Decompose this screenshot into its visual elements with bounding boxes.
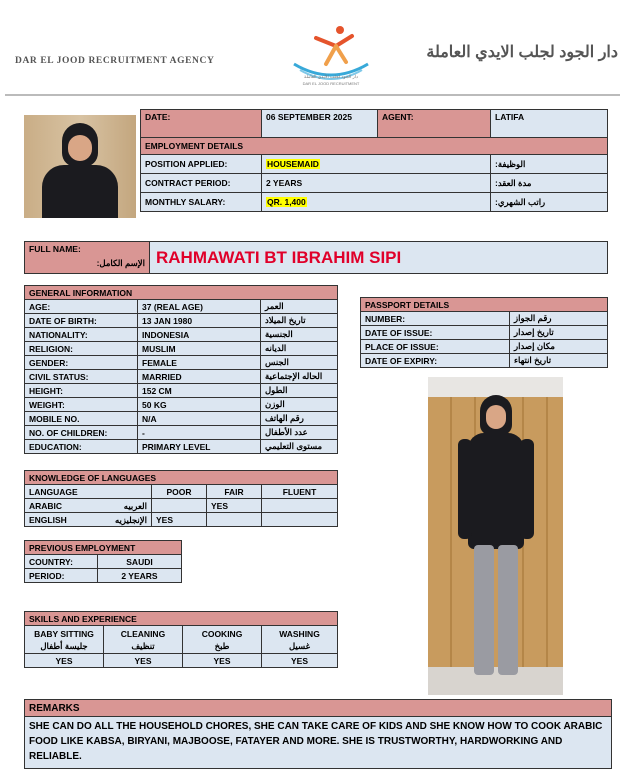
skill-header: [104, 626, 183, 654]
general-info-row: [25, 328, 338, 342]
general-info-value: N/A: [138, 412, 261, 426]
passport-row: [361, 340, 608, 354]
skill-name: WASHING: [279, 628, 320, 639]
passport-label-arabic: تاريخ انتهاء: [510, 354, 608, 368]
language-header: LANGUAGE: [25, 485, 152, 499]
language-name-arabic: الإنجليزيه: [114, 514, 147, 525]
language-fluent-value: [262, 513, 338, 527]
general-info-label: DATE OF BIRTH:: [25, 314, 138, 328]
general-info-label: WEIGHT:: [25, 398, 138, 412]
previous-employment-label: COUNTRY:: [25, 555, 98, 569]
salary-label: MONTHLY SALARY:: [141, 193, 262, 212]
passport-row: [361, 326, 608, 340]
employment-details-table: [140, 109, 608, 212]
general-info-label-arabic: الحاله الإجتماعية: [261, 370, 338, 384]
skill-name-arabic: طبخ: [214, 640, 230, 651]
employment-details-title: EMPLOYMENT DETAILS: [141, 138, 608, 155]
passport-row: [361, 312, 608, 326]
language-name-arabic: العربيه: [123, 500, 147, 511]
general-info-label: RELIGION:: [25, 342, 138, 356]
position-label: POSITION APPLIED:: [141, 155, 262, 174]
logo-caption-english: DAR EL JOOD RECRUITMENT: [302, 81, 360, 86]
general-info-label: AGE:: [25, 300, 138, 314]
general-info-label: GENDER:: [25, 356, 138, 370]
general-info-row: [25, 440, 338, 454]
language-row: [25, 499, 338, 513]
passport-details-title: PASSPORT DETAILS: [361, 298, 608, 312]
header-divider: [5, 94, 620, 96]
fluent-header: FLUENT: [262, 485, 338, 499]
language-cell: [25, 513, 152, 527]
general-info-label-arabic: الجنسية: [261, 328, 338, 342]
agency-logo: [286, 24, 376, 90]
skill-name: COOKING: [201, 628, 243, 639]
general-info-row: [25, 314, 338, 328]
skill-value: YES: [25, 654, 104, 668]
date-label: DATE:: [141, 110, 262, 138]
general-info-label-arabic: العمر: [261, 300, 338, 314]
agency-name-english: DAR EL JOOD RECRUITMENT AGENCY: [15, 56, 215, 66]
general-info-row: [25, 398, 338, 412]
previous-employment-table: [24, 540, 182, 583]
logo-caption-arabic: دار الجود لجلب الأيدي العاملة: [304, 74, 358, 79]
skill-name-arabic: غسيل: [288, 640, 311, 651]
contract-period-value: 2 YEARS: [262, 174, 491, 193]
salary-value: QR. 1,400: [267, 197, 306, 207]
skills-table: [24, 611, 338, 668]
language-row: [25, 513, 338, 527]
poor-header: POOR: [152, 485, 207, 499]
general-info-value: 13 JAN 1980: [138, 314, 261, 328]
general-info-row: [25, 426, 338, 440]
general-info-value: MARRIED: [138, 370, 261, 384]
full-name-label-arabic: الإسم الكامل:: [96, 258, 145, 268]
language-name: ARABIC: [29, 500, 63, 511]
skill-name: CLEANING: [120, 628, 166, 639]
passport-row: [361, 354, 608, 368]
language-cell: [25, 499, 152, 513]
language-fair-value: [207, 513, 262, 527]
general-info-row: [25, 384, 338, 398]
passport-label-arabic: تاريخ إصدار: [510, 326, 608, 340]
general-info-row: [25, 300, 338, 314]
remarks-table: [24, 699, 612, 769]
remarks-text: SHE CAN DO ALL THE HOUSEHOLD CHORES, SHE CAN TAKE CARE OF KIDS AND SHE KNOW HOW TO COOK ARABIC FOOD LIKE KABSA, BIRYANI, MAJBOOSE, FATAYER AND MORE. SHE IS TRUSTWORTHY, HARDWORKING AND RELIABLE.: [25, 717, 612, 769]
previous-employment-value: 2 YEARS: [98, 569, 182, 583]
previous-employment-title: PREVIOUS EMPLOYMENT: [25, 541, 182, 555]
general-info-value: INDONESIA: [138, 328, 261, 342]
remarks-title: REMARKS: [25, 700, 612, 717]
passport-label: NUMBER:: [361, 312, 510, 326]
general-info-label-arabic: الطول: [261, 384, 338, 398]
general-info-value: 152 CM: [138, 384, 261, 398]
general-info-label: EDUCATION:: [25, 440, 138, 454]
skills-title: SKILLS AND EXPERIENCE: [25, 612, 338, 626]
passport-label-arabic: رقم الجواز: [510, 312, 608, 326]
general-info-label: NATIONALITY:: [25, 328, 138, 342]
general-info-value: FEMALE: [138, 356, 261, 370]
previous-employment-row: [25, 569, 182, 583]
skill-name: BABY SITTING: [34, 628, 94, 639]
general-info-label: CIVIL STATUS:: [25, 370, 138, 384]
full-name-value: RAHMAWATI BT IBRAHIM SIPI: [150, 242, 608, 274]
language-poor-value: [152, 499, 207, 513]
general-info-label-arabic: عدد الأطفال: [261, 426, 338, 440]
agency-name-arabic: دار الجود لجلب الايدي العاملة: [426, 44, 618, 61]
general-info-value: -: [138, 426, 261, 440]
general-info-label-arabic: الديانه: [261, 342, 338, 356]
previous-employment-row: [25, 555, 182, 569]
general-info-row: [25, 342, 338, 356]
position-value: HOUSEMAID: [267, 159, 319, 169]
passport-label-arabic: مكان إصدار: [510, 340, 608, 354]
full-name-table: [24, 241, 608, 274]
previous-employment-label: PERIOD:: [25, 569, 98, 583]
skill-name-arabic: جليسة أطفال: [40, 640, 88, 651]
languages-table: [24, 470, 338, 527]
general-info-label: HEIGHT:: [25, 384, 138, 398]
contract-period-label: CONTRACT PERIOD:: [141, 174, 262, 193]
general-information-title: GENERAL INFORMATION: [25, 286, 338, 300]
general-info-row: [25, 356, 338, 370]
skill-header: [262, 626, 338, 654]
passport-label: PLACE OF ISSUE:: [361, 340, 510, 354]
passport-label: DATE OF EXPIRY:: [361, 354, 510, 368]
contract-period-label-arabic: مدة العقد:: [491, 174, 608, 193]
fair-header: FAIR: [207, 485, 262, 499]
agent-value: LATIFA: [491, 110, 608, 138]
general-info-label-arabic: رقم الهاتف: [261, 412, 338, 426]
general-info-label-arabic: الجنس: [261, 356, 338, 370]
skill-value: YES: [104, 654, 183, 668]
applicant-photo-portrait: [24, 115, 136, 218]
general-info-value: 37 (REAL AGE): [138, 300, 261, 314]
language-name: ENGLISH: [29, 514, 67, 525]
general-info-value: PRIMARY LEVEL: [138, 440, 261, 454]
general-info-label-arabic: الوزن: [261, 398, 338, 412]
language-fluent-value: [262, 499, 338, 513]
previous-employment-value: SAUDI: [98, 555, 182, 569]
passport-label: DATE OF ISSUE:: [361, 326, 510, 340]
general-info-value: MUSLIM: [138, 342, 261, 356]
general-info-row: [25, 412, 338, 426]
agent-label: AGENT:: [378, 110, 491, 138]
languages-title: KNOWLEDGE OF LANGUAGES: [25, 471, 338, 485]
skill-name-arabic: تنظيف: [131, 640, 155, 651]
general-info-row: [25, 370, 338, 384]
general-info-value: 50 KG: [138, 398, 261, 412]
skill-value: YES: [262, 654, 338, 668]
general-info-label-arabic: مستوى التعليمي: [261, 440, 338, 454]
date-value: 06 SEPTEMBER 2025: [262, 110, 378, 138]
general-information-table: [24, 285, 338, 454]
skill-header: [183, 626, 262, 654]
language-poor-value: YES: [152, 513, 207, 527]
skill-header: [25, 626, 104, 654]
position-label-arabic: الوظيفة:: [491, 155, 608, 174]
applicant-photo-full-body: [428, 377, 563, 695]
skill-value: YES: [183, 654, 262, 668]
general-info-label: NO. OF CHILDREN:: [25, 426, 138, 440]
general-info-label-arabic: تاريخ الميلاد: [261, 314, 338, 328]
passport-details-table: [360, 297, 608, 368]
general-info-label: MOBILE NO.: [25, 412, 138, 426]
full-name-label: FULL NAME:: [29, 244, 81, 254]
language-fair-value: YES: [207, 499, 262, 513]
salary-label-arabic: راتب الشهري:: [491, 193, 608, 212]
